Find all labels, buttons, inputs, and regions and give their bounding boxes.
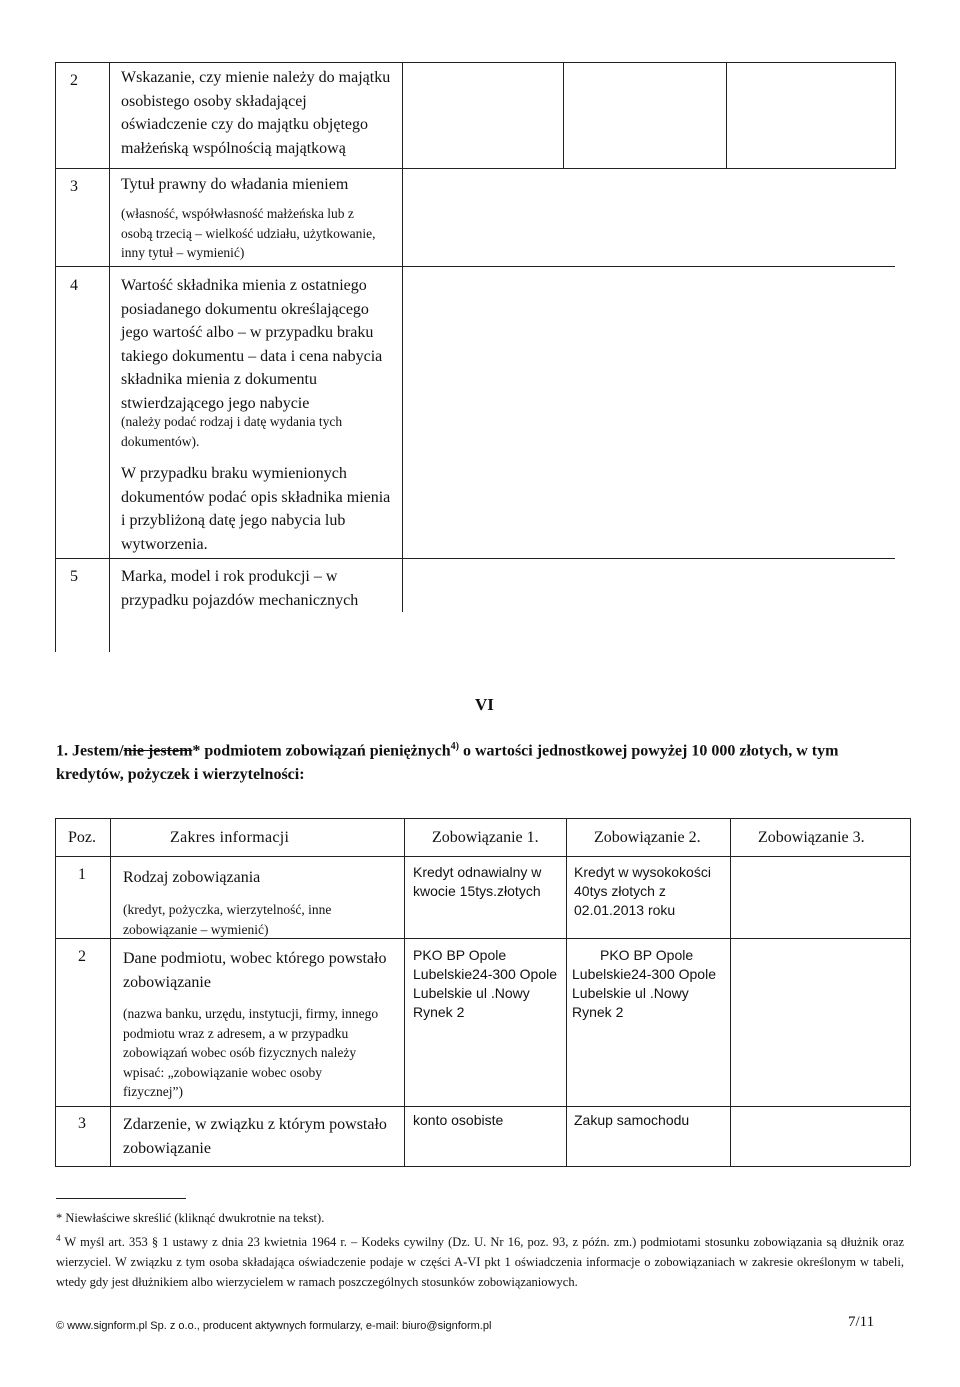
statement-number: 1. — [56, 742, 68, 760]
row-label: Wskazanie, czy mienie należy do majątku osobistego osoby składającej oświadczenie czy do majątku objętego małżeńską wspólnością majątkową — [121, 69, 391, 157]
row-number: 2 — [78, 948, 86, 965]
footnote-ref: 4) — [450, 741, 459, 752]
row-label: Wartość składnika mienia z ostatniego posiadanego dokumentu określającego jego wartość albo – w przypadku braku takiego dokumentu – data i cena nabycia składnika mienia z dokumentu stwierdzającego jego nabycie — [121, 277, 383, 412]
row-label: Rodzaj zobowiązania — [123, 869, 261, 886]
footnote-4-text: W myśl art. 353 § 1 ustawy z dnia 23 kwietnia 1964 r. – Kodeks cywilny (Dz. U. Nr 16, poz. 93, z późn. zm.) podmiotami stosunku zobowiązania są dłużnik oraz wierzyciel. W związku z tym osoba składająca oświadczenie podaje w części A-VI pkt 1 oświadczenia informacje o zobowiązaniach w zakresie określonym w tabeli, wtedy gdy jest dłużnikiem albo wierzycielem w ramach poszczególnych stosunków zobowiązaniowych. — [56, 1235, 904, 1290]
section-title: VI — [475, 695, 494, 714]
footer-copyright: © www.signform.pl Sp. z o.o., producent aktywnych formularzy, e-mail: biuro@signform.pl — [56, 1320, 492, 1332]
obligation-1-type[interactable]: Kredyt odnawialny w kwocie 15tys.złotych — [413, 864, 542, 899]
row-hint: (własność, współwłasność małżeńska lub z osobą trzecią – wielkość udziału, użytkowanie, inny tytuł – wymienić) — [121, 206, 376, 260]
row-label: Zdarzenie, w związku z którym powstało zobowiązanie — [123, 1116, 387, 1157]
obligation-2-creditor[interactable]: PKO BP Opole Lubelskie24-300 Opole Lubelskie ul .Nowy Rynek 2 — [572, 947, 716, 1020]
row-hint: (należy podać rodzaj i datę wydania tych dokumentów). — [121, 414, 343, 449]
footnote-divider — [56, 1198, 186, 1199]
row-number: 3 — [78, 1115, 86, 1132]
statement-text: podmiotem zobowiązań pieniężnych — [200, 742, 451, 760]
page-number: 7/11 — [848, 1314, 875, 1330]
row-number: 4 — [70, 277, 78, 294]
statement-star: * — [192, 742, 201, 760]
obligation-2-type[interactable]: Kredyt w wysokokości 40tys złotych z 02.01.2013 roku — [574, 864, 711, 918]
row-number: 3 — [70, 178, 78, 195]
obligation-1-event[interactable]: konto osobiste — [413, 1112, 504, 1128]
row-label: Marka, model i rok produkcji – w przypadku pojazdów mechanicznych — [121, 568, 359, 609]
row-label: Dane podmiotu, wobec którego powstało zobowiązanie — [123, 950, 387, 991]
row-label: Tytuł prawny do władania mieniem — [121, 176, 349, 193]
footnote-star: * Niewłaściwe skreślić (kliknąć dwukrotnie na tekst). — [56, 1211, 325, 1225]
header-obligation-3: Zobowiązanie 3. — [758, 829, 865, 846]
footnote-4-number: 4 — [56, 1233, 61, 1243]
row-number: 5 — [70, 568, 78, 585]
header-obligation-1: Zobowiązanie 1. — [432, 829, 539, 846]
obligation-2-event[interactable]: Zakup samochodu — [574, 1112, 690, 1128]
header-scope: Zakres informacji — [170, 829, 290, 846]
row-hint: (kredyt, pożyczka, wierzytelność, inne zobowiązanie – wymienić) — [123, 902, 332, 937]
obligation-1-creditor[interactable]: PKO BP Opole Lubelskie24-300 Opole Lubelskie ul .Nowy Rynek 2 — [413, 947, 557, 1020]
header-poz: Poz. — [68, 829, 96, 846]
statement-text-end: o wartości jednostkowej powyżej 10 000 złotych, w tym kredytów, pożyczek i wierzytelności: — [56, 742, 839, 784]
section-statement — [56, 735, 904, 787]
header-obligation-2: Zobowiązanie 2. — [594, 829, 701, 846]
row-extra: W przypadku braku wymienionych dokumentów podać opis składnika mienia i przybliżoną datę jego nabycia lub wytworzenia. — [121, 465, 391, 553]
row-hint: (nazwa banku, urzędu, instytucji, firmy, innego podmiotu wraz z adresem, a w przypadku zobowiązań wobec osób fizycznych należy wpisać: „zobowiązanie wobec osoby fizycznej”) — [123, 1006, 379, 1099]
statement-option-yes[interactable]: Jestem/ — [72, 742, 124, 760]
statement-option-no[interactable]: nie jestem — [123, 742, 193, 760]
footnote-4 — [56, 1228, 904, 1292]
row-number: 1 — [78, 866, 86, 883]
row-number: 2 — [70, 72, 78, 89]
